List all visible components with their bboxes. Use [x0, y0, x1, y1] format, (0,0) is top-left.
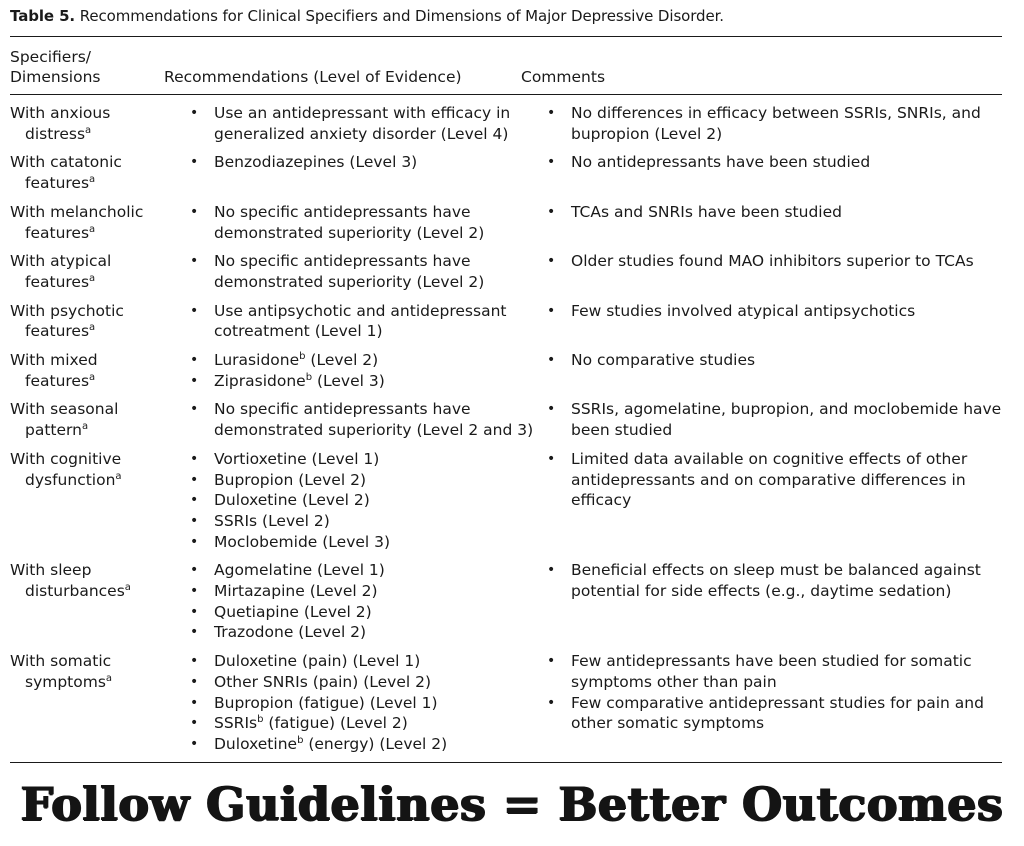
caption-label: Table 5. [10, 7, 76, 25]
specifier-line2 [10, 371, 180, 392]
recommendation-text: Trazodone (Level 2) [214, 623, 367, 642]
recommendation-item [180, 399, 537, 440]
recommendation-item [180, 602, 537, 623]
specifier-line2-text: features [25, 223, 90, 242]
recommendations-list [180, 350, 537, 391]
recommendation-drug: Duloxetine [214, 734, 298, 753]
comments-cell [537, 350, 1002, 399]
recommendation-text: Duloxetine (pain) (Level 1) [214, 652, 421, 671]
recommendation-drug: SSRIs [214, 714, 258, 733]
recommendation-item [180, 581, 537, 602]
specifier-line2 [10, 672, 180, 693]
footnote-marker-a: a [89, 223, 96, 235]
specifier-line2-text: pattern [25, 421, 82, 440]
table-row [10, 350, 1002, 399]
recommendation-level: (fatigue) (Level 2) [263, 714, 408, 733]
recommendations-cell [180, 399, 537, 448]
comment-item [537, 560, 1002, 601]
specifier-cell [10, 251, 180, 300]
recommendations-cell [180, 103, 537, 152]
comments-cell [537, 560, 1002, 651]
header-recommendations: Recommendations (Level of Evidence) [164, 68, 462, 86]
header-specifiers-line1: Specifiers/ [10, 48, 92, 66]
recommendation-item [180, 449, 537, 470]
comment-text: No antidepressants have been studied [571, 153, 871, 172]
specifier-cell [10, 350, 180, 399]
recommendations-cell [180, 449, 537, 561]
comment-text: No differences in efficacy between SSRIs, SNRIs, and bupropion (Level 2) [571, 104, 981, 143]
recommendation-level: (Level 2) [305, 351, 379, 370]
recommendation-text: Vortioxetine (Level 1) [214, 449, 380, 468]
recommendation-level: (energy) (Level 2) [303, 734, 448, 753]
recommendation-item [180, 651, 537, 672]
recommendation-item [180, 202, 537, 243]
specifier-cell [10, 202, 180, 251]
specifier-line1: With melancholic [10, 202, 144, 221]
specifier-cell [10, 651, 180, 763]
recommendation-level: (Level 3) [312, 371, 385, 390]
bottom-rule [10, 762, 1002, 763]
comment-text: SSRIs, agomelatine, bupropion, and moclobemide have been studied [571, 400, 1002, 440]
recommendation-drug: Ziprasidone [214, 371, 306, 390]
table-row [10, 560, 1002, 651]
recommendation-text: No specific antidepressants have demonstrated superiority (Level 2 and 3) [214, 400, 534, 440]
specifier-cell [10, 301, 180, 350]
comment-item [537, 103, 1002, 144]
footnote-marker-a: a [89, 322, 96, 334]
specifier-line1: With psychotic [10, 301, 124, 320]
recommendation-text: Use an antidepressant with efficacy in generalized anxiety disorder (Level 4) [214, 104, 511, 143]
specifier-line1: With catatonic [10, 153, 122, 172]
comments-list [537, 449, 1002, 511]
specifier-line2 [10, 272, 180, 293]
recommendations-list [180, 449, 537, 553]
comments-cell [537, 449, 1002, 561]
specifier-line2 [10, 581, 180, 602]
recommendation-item [180, 713, 537, 734]
comment-item [537, 251, 1002, 272]
comment-text: No comparative studies [571, 351, 756, 370]
comment-text: Limited data available on cognitive effects of other antidepressants and on comparative differences in efficacy [571, 449, 968, 510]
comments-list [537, 301, 1002, 322]
recommendation-item [180, 152, 537, 173]
specifier-line2-text: features [25, 371, 90, 390]
recommendations-list [180, 651, 537, 755]
recommendation-text: Bupropion (fatigue) (Level 1) [214, 693, 438, 712]
table-row [10, 651, 1002, 763]
specifier-line1: With atypical [10, 252, 112, 271]
recommendation-text: Other SNRIs (pain) (Level 2) [214, 672, 431, 691]
comments-list [537, 560, 1002, 601]
top-rule [10, 36, 1002, 37]
comments-list [537, 152, 1002, 173]
table-body [10, 103, 1002, 763]
table-caption [10, 7, 724, 25]
comments-cell [537, 399, 1002, 448]
specifier-line1: With anxious [10, 104, 111, 122]
recommendation-text: SSRIs (Level 2) [214, 511, 330, 530]
header-specifiers [10, 47, 100, 87]
specifier-line2 [10, 321, 180, 342]
specifier-line2 [10, 223, 180, 244]
comments-cell [537, 202, 1002, 251]
comments-list [537, 202, 1002, 223]
recommendations-list [180, 103, 537, 144]
header-comments: Comments [521, 68, 606, 86]
recommendation-item [180, 350, 537, 371]
comment-item [537, 449, 1002, 511]
recommendation-text: Bupropion (Level 2) [214, 470, 366, 489]
recommendations-list [180, 399, 537, 440]
footnote-marker-a: a [85, 124, 92, 136]
specifier-line1: With cognitive [10, 449, 122, 468]
recommendation-text: Moclobemide (Level 3) [214, 532, 391, 551]
recommendation-item [180, 511, 537, 532]
comments-list [537, 350, 1002, 371]
specifier-line2-text: distress [25, 124, 86, 143]
recommendations-cell [180, 202, 537, 251]
specifier-line2 [10, 173, 180, 194]
footnote-marker-a: a [115, 470, 122, 482]
comment-item [537, 350, 1002, 371]
recommendation-item [180, 103, 537, 144]
table-row [10, 301, 1002, 350]
banner-text: Follow Guidelines = Better Outcomes [20, 777, 1004, 831]
comments-cell [537, 251, 1002, 300]
specifier-line1: With mixed [10, 351, 98, 370]
recommendation-item [180, 470, 537, 491]
recommendations-list [180, 251, 537, 292]
recommendation-text: No specific antidepressants have demonstrated superiority (Level 2) [214, 202, 485, 242]
recommendation-text: Agomelatine (Level 1) [214, 561, 385, 580]
header-specifiers-line2: Dimensions [10, 68, 101, 86]
footnote-marker-a: a [89, 174, 96, 186]
comments-list [537, 651, 1002, 734]
comments-list [537, 399, 1002, 440]
comment-item [537, 202, 1002, 223]
recommendation-text: Duloxetine (Level 2) [214, 491, 370, 510]
recommendation-item [180, 371, 537, 392]
footnote-marker-b: b [297, 734, 304, 746]
footnote-marker-a: a [89, 272, 96, 284]
specifier-line2 [10, 470, 180, 491]
specifier-line1: With somatic [10, 652, 112, 671]
specifier-line2-text: features [25, 322, 90, 341]
header-rule [10, 94, 1002, 95]
specifier-line2-text: features [25, 174, 90, 193]
footnote-marker-a: a [89, 371, 96, 383]
recommendations-cell [180, 651, 537, 763]
comments-cell [537, 152, 1002, 201]
recommendation-item [180, 251, 537, 292]
recommendations-cell [180, 350, 537, 399]
comment-text: TCAs and SNRIs have been studied [571, 202, 842, 221]
comment-item [537, 301, 1002, 322]
footnote-marker-b: b [305, 371, 313, 383]
recommendations-cell [180, 152, 537, 201]
recommendation-item [180, 532, 537, 553]
specifier-line1: With sleep [10, 561, 92, 580]
recommendations-list [180, 202, 537, 243]
specifier-cell [10, 152, 180, 201]
comments-list [537, 251, 1002, 272]
comment-text: Few studies involved atypical antipsychotics [571, 301, 916, 320]
table-row [10, 399, 1002, 448]
recommendation-item [180, 734, 537, 755]
recommendations-list [180, 301, 537, 342]
recommendation-item [180, 622, 537, 643]
specifier-line2-text: symptoms [25, 672, 106, 691]
recommendation-item [180, 301, 537, 342]
recommendations-list [180, 152, 537, 173]
specifier-line1: With seasonal [10, 400, 119, 419]
comments-list [537, 103, 1002, 144]
comment-item [537, 399, 1002, 440]
caption-text: Recommendations for Clinical Specifiers and Dimensions of Major Depressive Disorder. [79, 7, 724, 25]
footnote-marker-a: a [81, 421, 89, 433]
comment-text: Older studies found MAO inhibitors superior to TCAs [571, 252, 974, 271]
specifier-line2-text: disturbances [25, 582, 125, 601]
recommendation-text: Benzodiazepines (Level 3) [214, 153, 418, 172]
table-row [10, 103, 1002, 152]
recommendation-item [180, 672, 537, 693]
recommendation-text: Use antipsychotic and antidepressant cotreatment (Level 1) [214, 301, 507, 341]
comments-cell [537, 651, 1002, 763]
recommendations-cell [180, 251, 537, 300]
comment-text: Beneficial effects on sleep must be balanced against potential for side effects (e.g., daytime sedation) [571, 561, 981, 601]
comment-text: Few comparative antidepressant studies for pain and other somatic symptoms [571, 693, 984, 733]
specifier-line2 [10, 420, 180, 441]
specifier-line2-text: dysfunction [25, 470, 116, 489]
recommendation-item [180, 693, 537, 714]
specifier-line2-text: features [25, 272, 90, 291]
comment-text: Few antidepressants have been studied for somatic symptoms other than pain [571, 652, 972, 691]
specifier-line2 [10, 124, 180, 145]
table-row [10, 202, 1002, 251]
recommendations-table [10, 103, 1002, 763]
table-row [10, 152, 1002, 201]
recommendation-text: Quetiapine (Level 2) [214, 602, 372, 621]
recommendation-item [180, 490, 537, 511]
comments-cell [537, 301, 1002, 350]
comment-item [537, 651, 1002, 692]
comment-item [537, 152, 1002, 173]
comment-item [537, 693, 1002, 734]
table-row [10, 449, 1002, 561]
comments-cell [537, 103, 1002, 152]
footnote-marker-a: a [105, 672, 113, 684]
footnote-marker-b: b [257, 714, 264, 726]
recommendations-cell [180, 301, 537, 350]
recommendations-cell [180, 560, 537, 651]
footnote-marker-a: a [124, 582, 131, 594]
recommendation-item [180, 560, 537, 581]
specifier-cell [10, 449, 180, 561]
recommendations-list [180, 560, 537, 643]
recommendation-drug: Lurasidone [214, 351, 300, 370]
specifier-cell [10, 399, 180, 448]
table-row [10, 251, 1002, 300]
specifier-cell [10, 103, 180, 152]
recommendation-text: Mirtazapine (Level 2) [214, 582, 378, 601]
recommendation-text: No specific antidepressants have demonstrated superiority (Level 2) [214, 252, 485, 291]
specifier-cell [10, 560, 180, 651]
footnote-marker-b: b [299, 351, 306, 363]
